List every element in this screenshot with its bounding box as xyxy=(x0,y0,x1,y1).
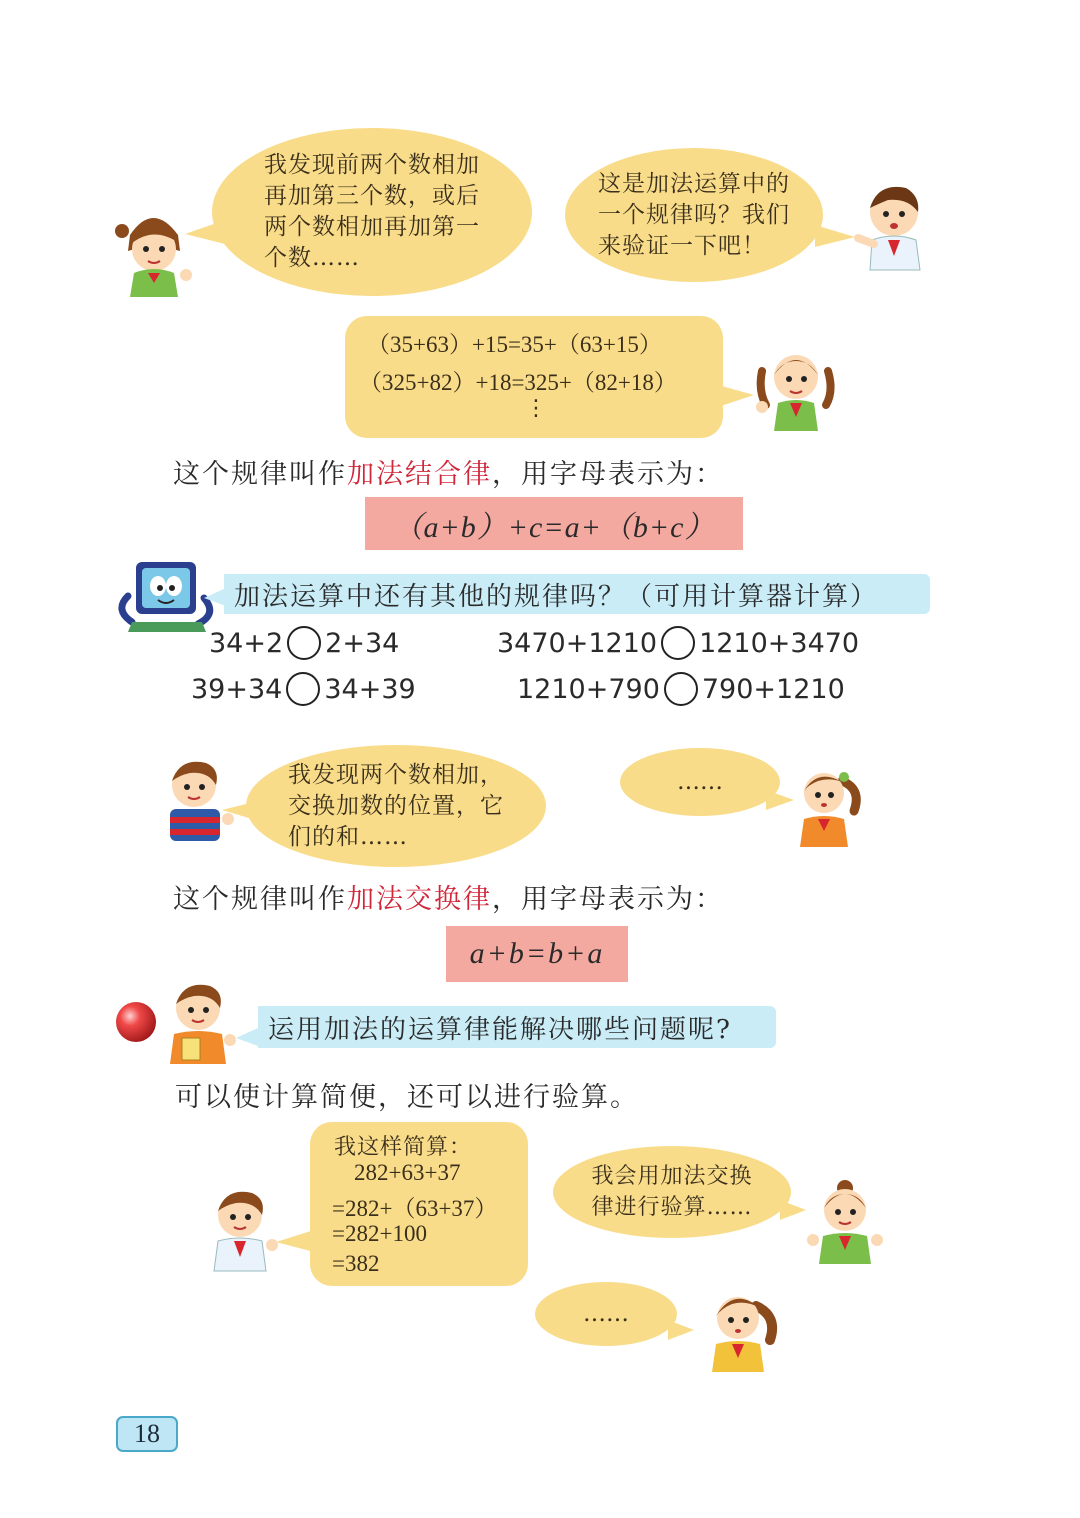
page-number: 18 xyxy=(116,1416,178,1452)
law-name-associative: 加法结合律 xyxy=(347,459,492,490)
expression-right: 1210+3470 xyxy=(699,627,860,659)
red-ball-marker-icon xyxy=(114,1000,158,1044)
calc-line-2: =282+（63+37） xyxy=(332,1196,498,1221)
question-bar-other-rules xyxy=(224,574,930,614)
bubble-tail xyxy=(204,588,226,606)
associative-law-sentence xyxy=(173,452,724,491)
law-name-commutative: 加法交换律 xyxy=(347,884,492,915)
computer-mascot-icon xyxy=(118,556,216,634)
bubble-text: 这是加法运算中的 一个规律吗？我们 来验证一下吧！ xyxy=(598,170,790,259)
bubble-tail xyxy=(668,1320,694,1340)
sentence-suffix: ，用字母表示为： xyxy=(492,459,724,490)
examples-box xyxy=(345,316,723,438)
expression-left: 1210+790 xyxy=(517,673,660,705)
question-bar-what-problems xyxy=(258,1006,776,1048)
bubble-tail xyxy=(236,1028,258,1046)
bubble-text: …… xyxy=(677,768,723,795)
answer-circle-blank[interactable] xyxy=(287,626,321,660)
question-text: 运用加法的运算律能解决哪些问题呢? xyxy=(268,1014,732,1045)
boy-white-shirt-illustration xyxy=(200,1185,282,1271)
answer-circle-blank[interactable] xyxy=(286,672,320,706)
sentence-prefix: 这个规律叫作 xyxy=(173,459,347,490)
example-ellipsis: ⋮ xyxy=(525,396,547,421)
answer-sentence: 可以使计算简便，还可以进行验算。 xyxy=(175,1082,639,1113)
calc-line-3: =282+100 xyxy=(332,1221,427,1246)
girl-pigtails-illustration xyxy=(752,345,838,431)
bubble-text: …… xyxy=(583,1300,629,1327)
expression-left: 34+2 xyxy=(209,627,284,659)
formula-text: （a+b）+c=a+（b+c） xyxy=(392,510,716,544)
girl-ponytail-illustration xyxy=(700,1286,780,1372)
speech-bubble-girl-check xyxy=(553,1146,791,1238)
sentence-prefix: 这个规律叫作 xyxy=(173,884,347,915)
compare-exercise-1 xyxy=(209,626,399,660)
calc-line-1: 282+63+37 xyxy=(354,1160,461,1185)
formula-text: a+b=b+a xyxy=(469,937,605,970)
example-line-2: （325+82）+18=325+（82+18） xyxy=(359,370,677,395)
answer-circle-blank[interactable] xyxy=(664,672,698,706)
bubble-tail xyxy=(276,1230,314,1252)
speech-bubble-boy-verify xyxy=(565,148,823,282)
compare-exercise-3 xyxy=(191,672,416,706)
example-line-1: （35+63）+15=35+（63+15） xyxy=(367,332,662,357)
bubble-tail xyxy=(780,1200,806,1220)
calc-line-4: =382 xyxy=(332,1251,380,1276)
girl-bun-hair-illustration xyxy=(805,1178,885,1264)
compare-exercise-4 xyxy=(517,672,845,706)
expression-right: 34+39 xyxy=(324,673,416,705)
calc-title: 我这样简算： xyxy=(334,1135,473,1160)
calculation-box xyxy=(310,1122,528,1286)
commutative-law-formula xyxy=(446,926,628,982)
associative-law-formula xyxy=(365,497,743,550)
girl-orange-jacket-illustration xyxy=(788,763,864,847)
expression-left: 39+34 xyxy=(191,673,283,705)
expression-left: 3470+1210 xyxy=(497,627,658,659)
bubble-text: 我发现前两个数相加 再加第三个数，或后 两个数相加再加第一 个数…… xyxy=(264,152,480,271)
boy-holding-card-illustration xyxy=(160,978,240,1064)
sentence-suffix: ，用字母表示为： xyxy=(492,884,724,915)
compare-exercise-2 xyxy=(497,626,859,660)
bubble-text: 我会用加法交换 律进行验算…… xyxy=(591,1164,753,1220)
boy-striped-sweater-illustration xyxy=(158,757,238,841)
commutative-law-sentence xyxy=(173,877,724,916)
bubble-tail xyxy=(718,385,754,407)
speech-bubble-boy-exchange xyxy=(246,745,546,867)
speech-bubble-girl-discovery xyxy=(212,128,532,296)
speech-bubble-girl-dots xyxy=(620,748,780,816)
answer-circle-blank[interactable] xyxy=(661,626,695,660)
expression-right: 790+1210 xyxy=(701,673,845,705)
bubble-text: 我发现两个数相加， 交换加数的位置，它 们的和…… xyxy=(288,761,504,850)
question-text: 加法运算中还有其他的规律吗？（可用计算器计算） xyxy=(234,581,879,612)
girl-character-illustration xyxy=(108,205,198,297)
speech-bubble-girl-bottom-dots xyxy=(535,1282,677,1346)
boy-character-illustration xyxy=(848,178,934,270)
expression-right: 2+34 xyxy=(325,627,400,659)
